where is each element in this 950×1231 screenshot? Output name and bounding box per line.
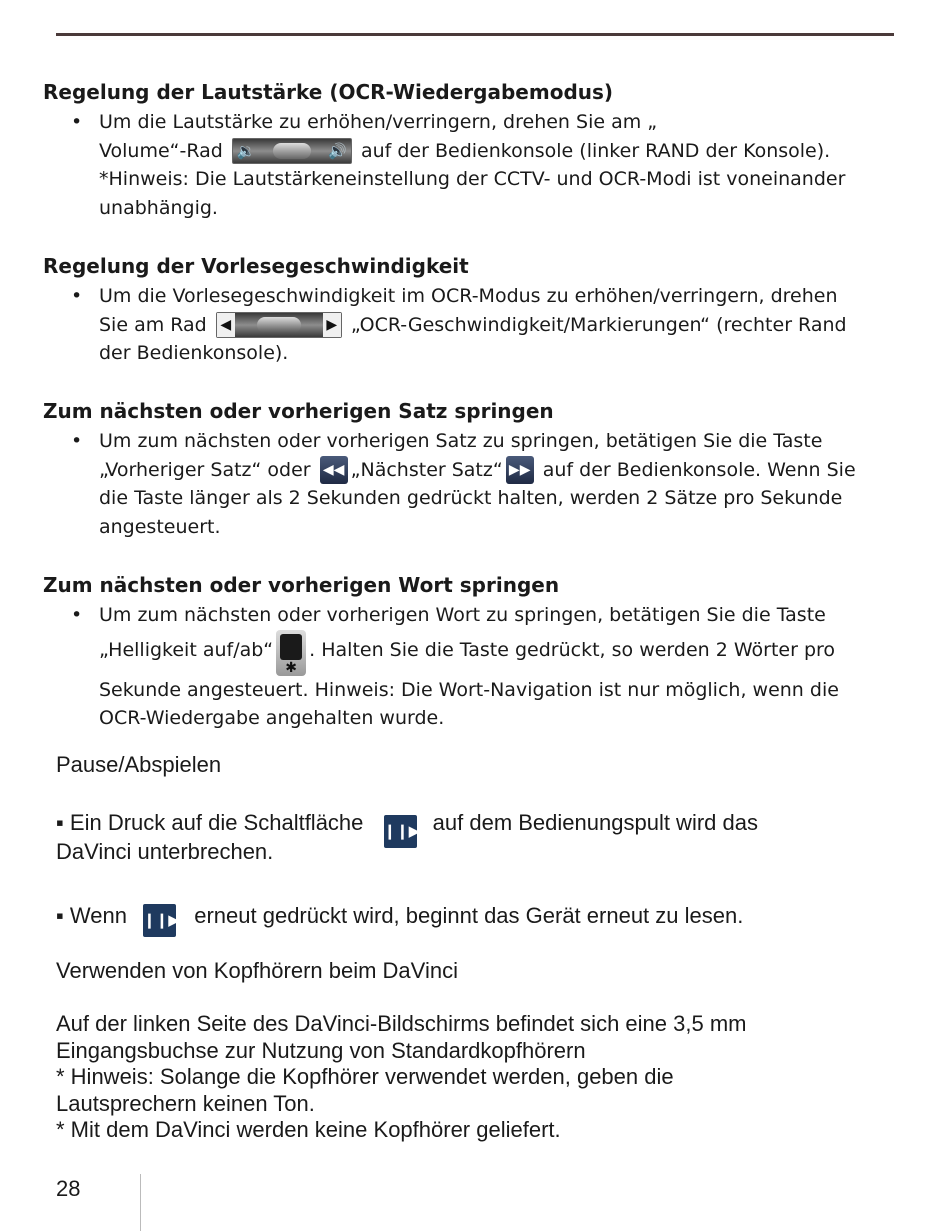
- headphones-line: * Mit dem DaVinci werden keine Kopfhörer geliefert.: [56, 1117, 561, 1142]
- button-key: [280, 634, 302, 660]
- headphones-line: * Hinweis: Solange die Kopfhörer verwendet werden, geben die: [56, 1064, 674, 1089]
- headphones-line: Auf der linken Seite des DaVinci-Bildschirms befindet sich eine 3,5 mm: [56, 1011, 747, 1036]
- pause-text: ▪ Wenn: [56, 903, 127, 928]
- bullet-text: Um zum nächsten oder vorherigen Satz zu springen, betätigen Sie die Taste: [99, 430, 823, 452]
- bullet-text: „Nächster Satz“: [350, 458, 503, 481]
- bullet-dot: •: [71, 604, 83, 626]
- bullet-text: Um die Lautstärke zu erhöhen/verringern, drehen Sie am „: [99, 111, 658, 133]
- page-number: 28: [56, 1176, 81, 1201]
- section-heading: Regelung der Vorlesegeschwindigkeit: [43, 254, 469, 278]
- previous-sentence-icon: ◀◀: [320, 456, 348, 484]
- section-heading: Zum nächsten oder vorherigen Satz springen: [43, 399, 554, 423]
- pause-title: Pause/Abspielen: [56, 752, 222, 777]
- pause-play-icon: ❙❙▶: [143, 904, 176, 937]
- section-heading: Zum nächsten oder vorherigen Wort springen: [43, 573, 560, 597]
- wheel-knob: [273, 143, 311, 159]
- bullet-text: angesteuert.: [99, 515, 221, 538]
- section-heading: Regelung der Lautstärke (OCR-Wiedergabemodus): [43, 80, 614, 104]
- bullet-item: [43, 601, 903, 733]
- speed-wheel-icon: [216, 312, 342, 338]
- bullet-dot: •: [71, 430, 83, 452]
- top-rule: [56, 33, 894, 36]
- headphones-line: Lautsprechern keinen Ton.: [56, 1091, 315, 1116]
- pause-text: auf dem Bedienungspult wird das: [432, 810, 758, 835]
- section-reading-speed: [43, 252, 903, 368]
- footer-rule: [140, 1174, 141, 1231]
- section-volume: [43, 78, 903, 222]
- bullet-text: „Vorheriger Satz“ oder: [99, 458, 311, 481]
- arrow-left-icon: ◀: [217, 313, 235, 337]
- bullet-text: Sekunde angesteuert. Hinweis: Die Wort-Navigation ist nur möglich, wenn die: [99, 678, 839, 701]
- pause-line-3: [56, 903, 743, 937]
- bullet-text: die Taste länger als 2 Sekunden gedrückt halten, werden 2 Sätze pro Sekunde: [99, 487, 843, 509]
- section-sentence-jump: [43, 397, 903, 541]
- pause-play-icon: ❙❙▶: [384, 815, 417, 848]
- sun-icon: ✱: [285, 659, 298, 676]
- wheel-knob: [257, 317, 301, 333]
- bullet-text: Um zum nächsten oder vorherigen Wort zu springen, betätigen Sie die Taste: [99, 604, 826, 626]
- bullet-text: *Hinweis: Die Lautstärkeneinstellung der CCTV- und OCR-Modi ist voneinander: [99, 168, 846, 190]
- bullet-item: [43, 282, 903, 368]
- volume-wheel-icon: [232, 138, 352, 164]
- bullet-text: auf der Bedienkonsole. Wenn Sie: [542, 458, 856, 481]
- headphones-line: Eingangsbuchse zur Nutzung von Standardkopfhörern: [56, 1038, 586, 1063]
- bullet-item: [43, 427, 903, 541]
- bullet-text: der Bedienkonsole).: [99, 342, 289, 364]
- speaker-high-icon: 🔊: [328, 142, 347, 160]
- bullet-text: auf der Bedienkonsole (linker RAND der Konsole).: [360, 139, 831, 162]
- next-sentence-icon: ▶▶: [506, 456, 534, 484]
- bullet-text: Sie am Rad: [99, 313, 207, 336]
- pause-line-2: DaVinci unterbrechen.: [56, 839, 274, 864]
- pause-text: ▪ Ein Druck auf die Schaltfläche: [56, 810, 364, 835]
- bullet-text: „Helligkeit auf/ab“: [99, 638, 274, 661]
- bullet-text: . Halten Sie die Taste gedrückt, so werden 2 Wörter pro: [309, 638, 836, 661]
- section-word-jump: [43, 571, 903, 733]
- bullet-text: „OCR-Geschwindigkeit/Markierungen“ (rechter Rand: [350, 313, 847, 336]
- bullet-text: unabhängig.: [99, 196, 218, 219]
- bullet-item: [43, 108, 903, 222]
- bullet-dot: •: [71, 111, 83, 133]
- bullet-dot: •: [71, 285, 83, 307]
- speaker-low-icon: 🔉: [236, 142, 256, 160]
- headphones-title: Verwenden von Kopfhörern beim DaVinci: [56, 958, 458, 983]
- bullet-text: OCR-Wiedergabe angehalten wurde.: [99, 707, 445, 729]
- bullet-text: Um die Vorlesegeschwindigkeit im OCR-Modus zu erhöhen/verringern, drehen: [99, 285, 838, 307]
- pause-text: erneut gedrückt wird, beginnt das Gerät erneut zu lesen.: [194, 903, 744, 928]
- brightness-button-icon: [276, 630, 306, 676]
- bullet-text: Volume“-Rad: [99, 139, 223, 162]
- arrow-right-icon: ▶: [323, 313, 341, 337]
